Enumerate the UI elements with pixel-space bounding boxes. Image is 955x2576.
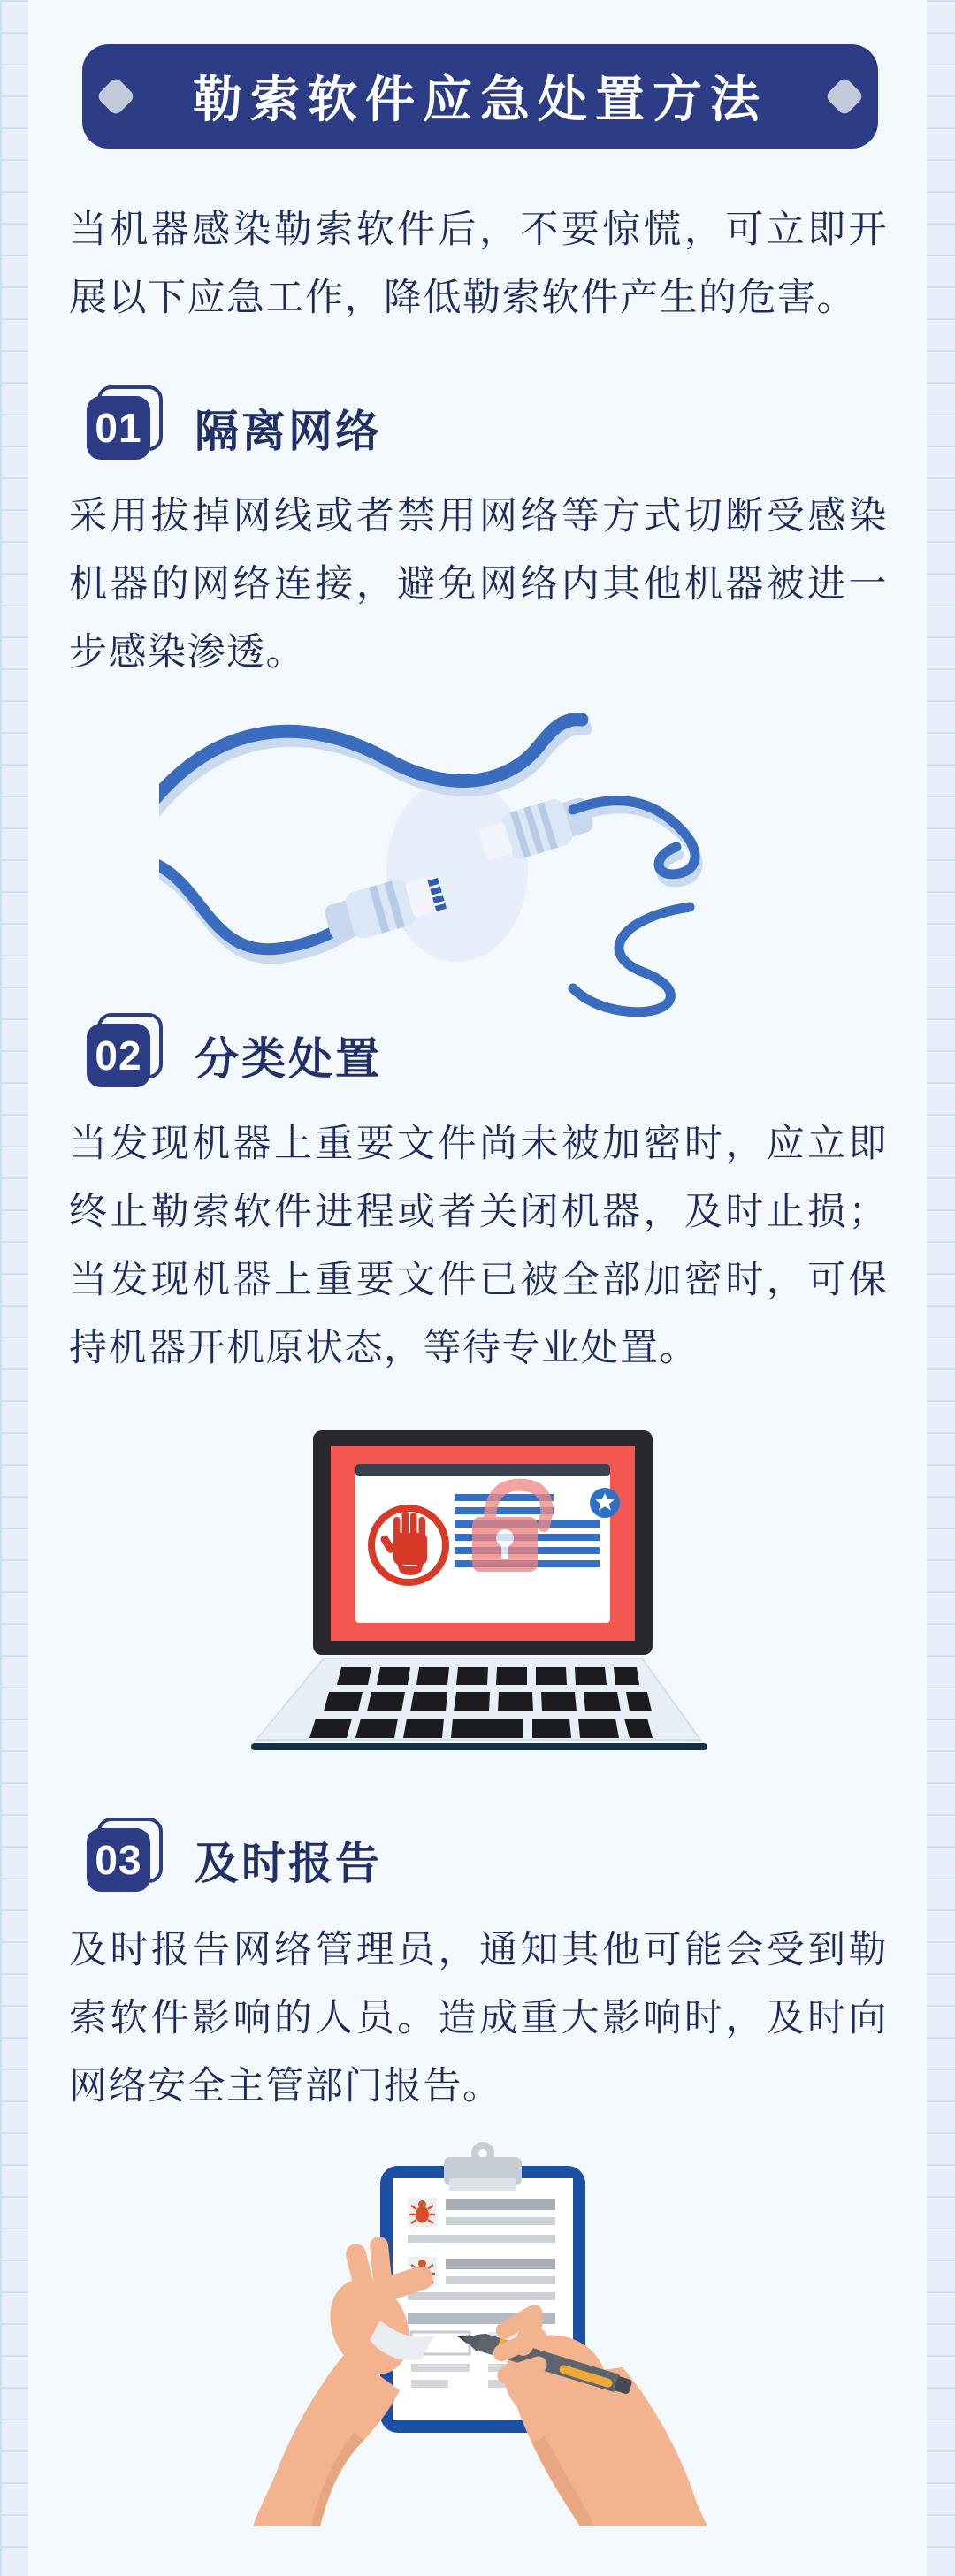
section-2-body: 当发现机器上重要文件尚未被加密时，应立即终止勒索软件进程或者关闭机器，及时止损；当发现机器上重要文件已被全部加密时，可保持机器开机原状态，等待专业处置。 [69, 1123, 888, 1369]
section-number: 03 [87, 1828, 150, 1892]
section-2-title: 分类处置 [195, 1034, 382, 1084]
diamond-icon [96, 76, 135, 116]
clip-bottom [449, 2178, 516, 2191]
laptop-base-bar [251, 1743, 707, 1750]
laptop-alert-illustration [232, 1421, 727, 1775]
section-1-body: 采用拔掉网线或者禁用网络等方式切断受感染机器的网络连接，避免网络内其他机器被进一步感染渗透。 [69, 495, 888, 674]
section-3-number-badge [87, 1828, 161, 1902]
diamond-icon [824, 76, 864, 116]
star-badge-icon [590, 1488, 620, 1518]
section-1-number-badge [87, 396, 161, 470]
title-banner [82, 44, 878, 149]
section-3-title: 及时报告 [195, 1839, 382, 1888]
window-titlebar [355, 1464, 610, 1476]
section-2-number-badge [87, 1024, 161, 1098]
poster-title: 勒索软件应急处置方法 [193, 72, 768, 127]
section-3-body: 及时报告网络管理员，通知其他可能会受到勒索软件影响的人员。造成重大影响时，及时向网络安全主管部门报告。 [69, 1929, 888, 2107]
section-1-title: 隔离网络 [195, 407, 382, 456]
section-number: 02 [87, 1024, 150, 1087]
report-clipboard-illustration [248, 2139, 707, 2526]
clip-knob-hole [478, 2149, 487, 2158]
cable-squiggle [573, 907, 690, 1012]
halo-circle [386, 778, 528, 962]
section-number: 01 [87, 396, 150, 460]
unplugged-cables-illustration [159, 697, 796, 1020]
intro-paragraph: 当机器感染勒索软件后，不要惊慌，可立即开展以下应急工作，降低勒索软件产生的危害。 [69, 209, 888, 319]
report-line-item [408, 2198, 555, 2243]
